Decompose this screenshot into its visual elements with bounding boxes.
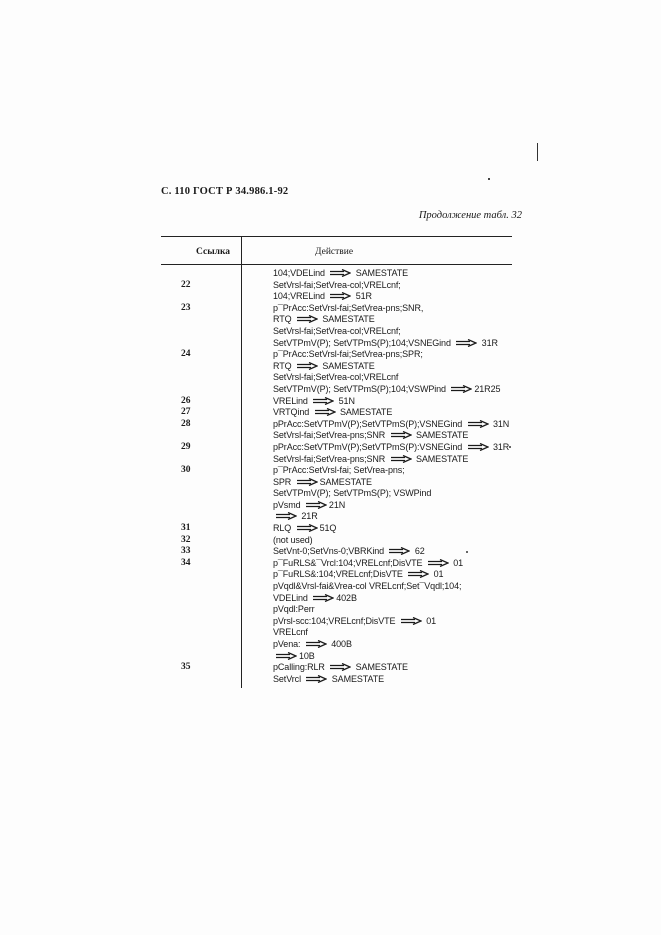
row-action <box>241 558 521 662</box>
action-text: 51Q <box>319 523 337 534</box>
action-text: RTQ <box>273 314 294 325</box>
row-ref: 34 <box>181 557 191 568</box>
action-text: SAMESTATE <box>413 453 469 464</box>
action-line <box>273 500 521 512</box>
action-line <box>273 280 521 292</box>
action-text: p¯FuRLS&:104;VRELcnf;DisVTE <box>273 569 406 580</box>
table-header-rule <box>161 264 512 265</box>
action-text: 31R <box>490 441 510 452</box>
table-row <box>161 407 521 419</box>
double-arrow-icon <box>427 559 449 567</box>
action-line <box>273 569 521 581</box>
action-text: VDELind <box>273 592 311 603</box>
action-text: SAMESTATE <box>337 407 393 418</box>
action-text: SetVrsl-fai;SetVrea-col;VRELcnf <box>273 372 399 383</box>
action-text: SetVrsl-fai;SetVrea-pns;SNR <box>273 453 388 464</box>
action-line <box>273 535 521 547</box>
row-ref: 22 <box>181 279 191 290</box>
table-row <box>161 349 521 395</box>
action-text: pVrsl-scc:104;VRELcnf;DisVTE <box>273 615 398 626</box>
action-line <box>273 546 521 558</box>
action-text: pVsmd <box>273 499 303 510</box>
action-line <box>273 604 521 616</box>
action-text: pVena: <box>273 639 303 649</box>
double-arrow-icon <box>296 362 318 370</box>
action-line <box>273 523 521 535</box>
table-top-rule <box>161 236 512 237</box>
row-action <box>241 268 521 280</box>
action-text: RTQ <box>273 360 294 371</box>
row-ref: 23 <box>181 302 191 313</box>
double-arrow-icon <box>296 524 318 532</box>
column-header-action: Действие <box>315 247 354 257</box>
double-arrow-icon <box>296 315 318 323</box>
double-arrow-icon <box>275 512 297 520</box>
double-arrow-icon <box>400 617 422 625</box>
table-row <box>161 268 521 280</box>
table-row <box>161 535 521 547</box>
action-text: 31N <box>490 418 510 429</box>
double-arrow-icon <box>329 269 351 277</box>
action-text: SetVrcl <box>273 673 304 684</box>
row-action <box>241 396 521 408</box>
table-row <box>161 303 521 349</box>
action-text: pPrAcc:SetVTPmV(P);SetVTPmS(P);VSNEGind <box>273 418 465 429</box>
double-arrow-icon <box>305 640 327 648</box>
action-text: p¯FuRLS&¯Vrcl:104;VRELcnf;DisVTE <box>273 557 425 568</box>
double-arrow-icon <box>329 292 351 300</box>
action-text: 01 <box>450 557 464 568</box>
action-text: 01 <box>431 569 444 580</box>
double-arrow-icon <box>329 663 351 671</box>
action-text: SPR <box>273 476 294 487</box>
action-line <box>273 419 521 431</box>
row-ref: 31 <box>181 523 191 534</box>
row-ref: 28 <box>181 418 191 429</box>
action-line <box>273 303 521 315</box>
table-body <box>161 268 521 685</box>
action-text: pVqdl&Vrsl-fai&Vrea-col VRELcnf;Set¯Vqdl;104; <box>273 581 462 592</box>
action-text: VRELcnf <box>273 627 308 638</box>
double-arrow-icon <box>390 455 412 463</box>
table-row <box>161 662 521 685</box>
action-text: SAMESTATE <box>319 360 375 371</box>
action-text: pPrAcc:SetVTPmV(P);SetVTPmS(P):VSNEGind <box>273 441 465 452</box>
double-arrow-icon <box>312 397 334 405</box>
scan-speck <box>488 178 490 180</box>
row-ref: 33 <box>181 546 191 557</box>
row-action <box>241 280 521 303</box>
action-text: (not used) <box>273 534 313 545</box>
action-line <box>273 488 521 500</box>
action-text: SAMESTATE <box>353 662 408 673</box>
action-text: SAMESTATE <box>353 268 409 278</box>
action-text: 01 <box>423 615 437 626</box>
table-row <box>161 558 521 662</box>
action-text: p¯PrAcc:SetVrsl-fai;SetVrea-pns;SPR; <box>273 349 423 360</box>
row-action <box>241 349 521 395</box>
action-text: 21N <box>328 499 346 510</box>
table-row <box>161 280 521 303</box>
action-line <box>273 372 521 384</box>
table-row <box>161 419 521 442</box>
action-text: 31R <box>479 337 498 348</box>
action-text: 62 <box>412 546 425 557</box>
action-line <box>273 477 521 489</box>
action-text: 51R <box>353 291 372 302</box>
action-line <box>273 511 521 523</box>
action-text: 21R25 <box>474 383 501 394</box>
action-text: 104;VRELind <box>273 291 328 302</box>
table-row <box>161 523 521 535</box>
action-text: SetVTPmV(P); SetVTPmS(P);104;VSNEGind <box>273 337 454 348</box>
double-arrow-icon <box>390 431 412 439</box>
double-arrow-icon <box>388 547 410 555</box>
action-text: SetVnt-0;SetVns-0;VBRKind <box>273 546 387 557</box>
action-line <box>273 581 521 593</box>
double-arrow-icon <box>312 594 334 602</box>
action-text: SetVrsl-fai;SetVrea-pns;SNR <box>273 430 388 441</box>
double-arrow-icon <box>407 570 429 578</box>
double-arrow-icon <box>305 501 327 509</box>
action-text: SetVrsl-fai;SetVrea-col;VRELcnf; <box>273 325 401 336</box>
action-line <box>273 361 521 373</box>
double-arrow-icon <box>467 443 489 451</box>
action-text: 10B <box>299 650 315 661</box>
row-action <box>241 546 521 558</box>
action-text: SetVTPmV(P); SetVTPmS(P);104;VSWPind <box>273 383 449 394</box>
action-line <box>273 454 521 466</box>
row-action <box>241 407 521 419</box>
action-text: 51N <box>336 395 355 406</box>
table-row <box>161 396 521 408</box>
action-text: VRTQind <box>273 407 312 418</box>
row-action <box>241 523 521 535</box>
action-text: p¯PrAcc:SetVrsl-fai; SetVrea-pns; <box>273 465 405 476</box>
action-text: SAMESTATE <box>413 430 469 441</box>
action-line <box>273 326 521 338</box>
double-arrow-icon <box>455 339 477 347</box>
row-action <box>241 662 521 685</box>
double-arrow-icon <box>296 478 318 486</box>
table-row <box>161 546 521 558</box>
action-line <box>273 627 521 639</box>
action-line <box>273 407 521 419</box>
margin-mark <box>537 143 538 161</box>
page-header: С. 110 ГОСТ Р 34.986.1-92 <box>161 186 289 197</box>
table-row <box>161 465 521 523</box>
action-text: SetVTPmV(P); SetVTPmS(P); VSWPind <box>273 488 432 499</box>
action-line <box>273 616 521 628</box>
row-action <box>241 442 521 465</box>
action-text: 104;VDELind <box>273 268 328 278</box>
row-ref: 32 <box>181 534 191 545</box>
action-text: p¯PrAcc:SetVrsl-fai;SetVrea-pns;SNR, <box>273 302 424 313</box>
table-continuation-label: Продолжение табл. 32 <box>418 210 522 221</box>
action-line <box>273 465 521 477</box>
action-text: 400B <box>328 639 352 649</box>
action-line <box>273 268 521 280</box>
double-arrow-icon <box>275 652 297 660</box>
action-line <box>273 593 521 605</box>
action-line <box>273 651 521 663</box>
action-line <box>273 349 521 361</box>
action-line <box>273 396 521 408</box>
action-line <box>273 384 521 396</box>
double-arrow-icon <box>305 675 327 683</box>
action-line <box>273 430 521 442</box>
action-text: pCalling:RLR <box>273 662 328 673</box>
row-action <box>241 465 521 523</box>
row-ref: 26 <box>181 395 191 406</box>
action-text: 21R <box>299 511 318 522</box>
action-text: SAMESTATE <box>329 673 385 684</box>
action-line <box>273 338 521 350</box>
row-action <box>241 419 521 442</box>
action-line <box>273 442 521 454</box>
action-text: SAMESTATE <box>319 314 375 325</box>
row-ref: 27 <box>181 407 191 418</box>
row-ref: 24 <box>181 349 191 360</box>
action-line <box>273 558 521 570</box>
row-ref: 29 <box>181 441 191 452</box>
action-line <box>273 314 521 326</box>
row-action <box>241 303 521 349</box>
row-ref: 35 <box>181 662 191 673</box>
action-line <box>273 639 521 651</box>
action-text: pVqdl:Perr <box>273 604 315 615</box>
action-line <box>273 291 521 303</box>
double-arrow-icon <box>467 420 489 428</box>
action-text: 402B <box>336 592 357 603</box>
double-arrow-icon <box>450 385 472 393</box>
row-action <box>241 535 521 547</box>
column-header-ref: Ссылка <box>196 247 231 257</box>
action-text: SAMESTATE <box>319 476 372 487</box>
action-line <box>273 662 521 674</box>
action-text: RLQ <box>273 523 294 534</box>
action-line <box>273 674 521 686</box>
table-row <box>161 442 521 465</box>
action-text: VRELind <box>273 395 311 406</box>
row-ref: 30 <box>181 465 191 476</box>
double-arrow-icon <box>314 408 336 416</box>
action-text: SetVrsl-fai;SetVrea-col;VRELcnf; <box>273 279 401 290</box>
